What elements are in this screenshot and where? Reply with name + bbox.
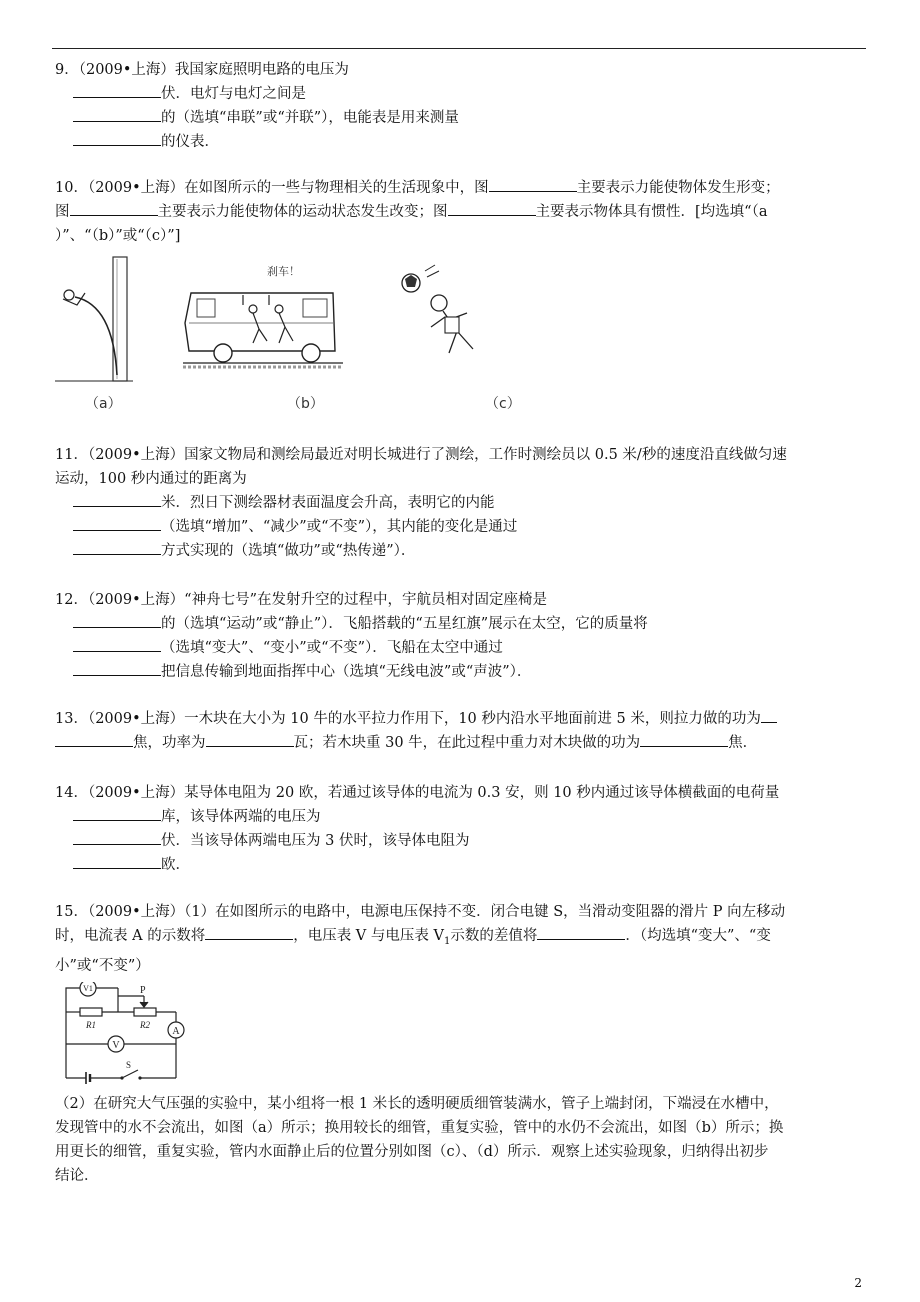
label-v1: V1 <box>83 984 93 993</box>
q12-blank-2[interactable] <box>73 637 161 652</box>
question-11: 11．（2009•上海）国家文物局和测绘局最近对明长城进行了测绘，工作时测绘员以 0.5 米/秒的速度沿直线做匀速 运动，100 秒内通过的距离为 米．烈日下测绘器材表面温度会升高，表明它的内能 （选填“增加”、“减少”或“不变”），其内能的变化是通过 方式实现的（选填“做功”或“热传递”）． <box>55 447 787 559</box>
q9-blank-2[interactable] <box>73 107 161 122</box>
q12-blank-3[interactable] <box>73 661 161 676</box>
figure-b-image <box>183 263 343 373</box>
header-rule <box>52 48 866 49</box>
label-r1: R1 <box>86 1020 96 1030</box>
q15-blank-2[interactable] <box>537 925 625 940</box>
figure-c-image <box>395 261 495 371</box>
figure-b-label: （b） <box>287 396 324 412</box>
q13-blank-1a[interactable] <box>761 708 777 723</box>
q14-blank-1[interactable] <box>73 806 161 821</box>
circuit-diagram <box>58 982 190 1090</box>
q13-blank-3[interactable] <box>640 732 728 747</box>
question-12: 12．（2009•上海）“神舟七号”在发射升空的过程中，宇航员相对固定座椅是 的（选填“运动”或“静止”）．飞船搭载的“五星红旗”展示在太空，它的质量将 （选填“变大”、“变小”或“不变”）．飞船在太空中通过 把信息传输到地面指挥中心（选填“无线电波”或“声波”）． <box>55 592 648 680</box>
figure-a-label: （a） <box>85 396 122 412</box>
q9-blank-3[interactable] <box>73 131 161 146</box>
q10-blank-3[interactable] <box>448 201 536 216</box>
figure-a-image <box>55 255 135 385</box>
bus-sign: 刹车！ <box>267 265 300 278</box>
question-13: 13．（2009•上海）一木块在大小为 10 牛的水平拉力作用下，10 秒内沿水平地面前进 5 米，则拉力做的功为 焦，功率为 瓦；若木块重 30 牛，在此过程中重力对木块做的功为 焦． <box>55 707 867 755</box>
q10-blank-2[interactable] <box>70 201 158 216</box>
label-s: S <box>126 1060 132 1070</box>
q10-blank-1[interactable] <box>489 177 577 192</box>
question-9: 9．（2009•上海）我国家庭照明电路的电压为 伏．电灯与电灯之间是 的（选填“串联”或“并联”），电能表是用来测量 的仪表． <box>55 58 867 154</box>
label-p: P <box>140 985 146 996</box>
q11-blank-3[interactable] <box>73 540 161 555</box>
q11-blank-2[interactable] <box>73 516 161 531</box>
page-number: 2 <box>854 1276 862 1290</box>
question-15-part-2: （2）在研究大气压强的实验中，某小组将一根 1 米长的透明硬质细管装满水，管子上端封闭，下端浸在水槽中， 发现管中的水不会流出，如图（a）所示；换用较长的细管，重复实验，管中的水仍不会流出，如图（b）所示；换 用更长的细管，重复实验，管内水面静止后的位置分别如图（c）、（d）所示．观察上述实验现象，归纳得出初步 结论． <box>55 1096 784 1184</box>
q9-line-1: 9．（2009•上海）我国家庭照明电路的电压为 <box>55 62 349 78</box>
q13-blank-1b[interactable] <box>55 732 133 747</box>
q11-blank-1[interactable] <box>73 492 161 507</box>
question-14: 14．（2009•上海）某导体电阻为 20 欧，若通过该导体的电流为 0.3 安，则 10 秒内通过该导体横截面的电荷量 库，该导体两端的电压为 伏．当该导体两端电压为 3 伏时，该导体电阻为 欧． <box>55 785 780 873</box>
figure-c-label: （c） <box>485 396 521 412</box>
label-r2: R2 <box>140 1020 150 1030</box>
q13-blank-2[interactable] <box>206 732 294 747</box>
q12-blank-1[interactable] <box>73 613 161 628</box>
label-v: V <box>112 1040 120 1051</box>
question-15: 15．（2009•上海）（1）在如图所示的电路中，电源电压保持不变．闭合电键 S，当滑动变阻器的滑片 P 向左移动 时，电流表 A 的示数将 ，电压表 V 与电压表 $V_1$示数的差值将 ．（均选填“变大”、“变 小”或“不变”） <box>55 904 786 974</box>
q14-blank-3[interactable] <box>73 854 161 869</box>
label-a: A <box>172 1026 180 1037</box>
q14-blank-2[interactable] <box>73 830 161 845</box>
q15-blank-1[interactable] <box>205 925 293 940</box>
q10-figures <box>55 255 525 415</box>
q9-blank-1[interactable] <box>73 83 161 98</box>
question-10: 10．（2009•上海）在如图所示的一些与物理相关的生活现象中，图 主要表示力能使物体发生形变； 图 主要表示力能使物体的运动状态发生改变；图 主要表示物体具有惯性．[均选填“（a ）”、“（b）”或“（c）”] <box>55 176 867 248</box>
